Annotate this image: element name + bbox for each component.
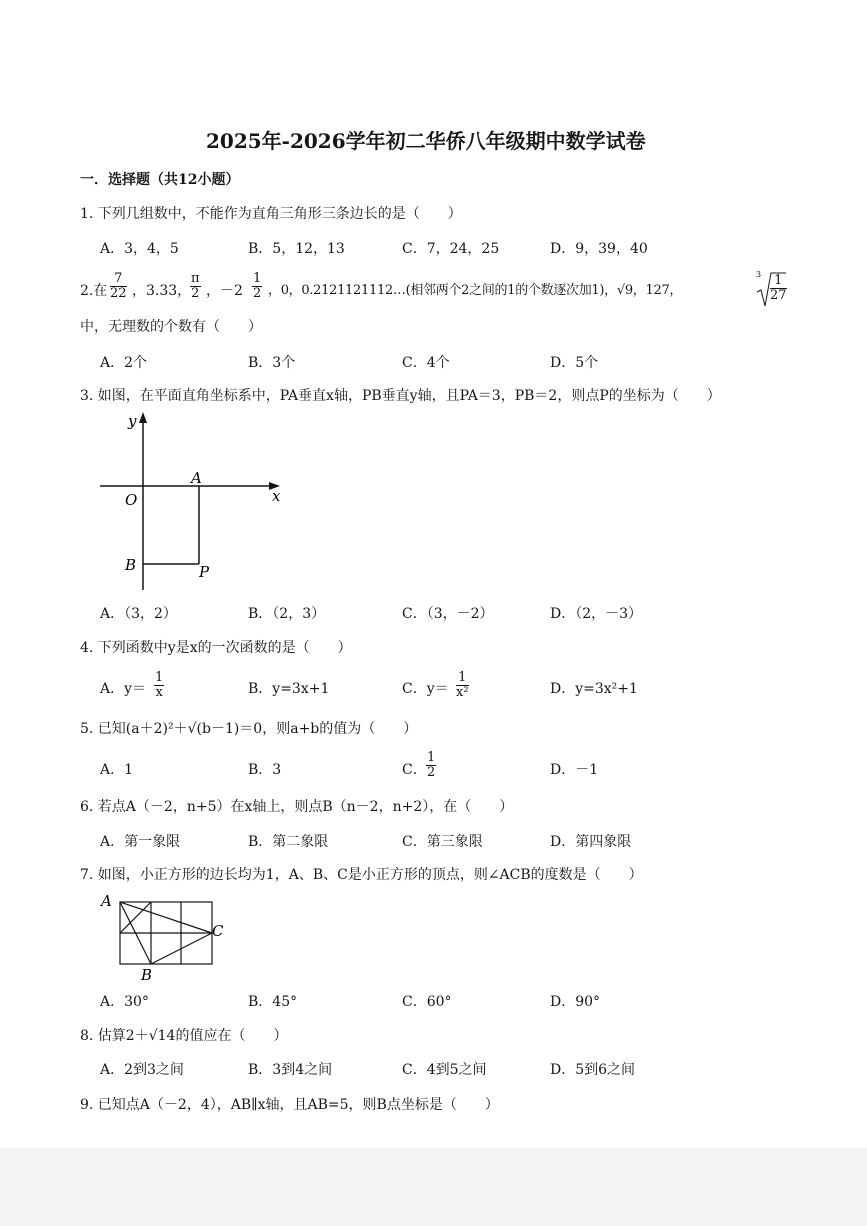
fraction-denominator: 22 (110, 286, 127, 301)
q4-option-a: A．y＝ (100, 681, 147, 697)
y-axis-arrow-icon (139, 412, 147, 423)
q8-option-d: D．5到6之间 (550, 1062, 636, 1078)
fraction-numerator: 1 (770, 274, 787, 289)
q2-option-c: C．4个 (402, 355, 450, 371)
label-p: P (199, 563, 210, 581)
q5-option-d: D．－1 (550, 762, 599, 778)
q1-option-a: A．3，4，5 (100, 241, 179, 257)
q1-option-b: B．5，12，13 (248, 241, 345, 257)
fraction-numerator: 1 (427, 750, 436, 765)
cube-root-index: 3 (756, 270, 762, 279)
q4-option-c: C．y＝ (402, 681, 449, 697)
question-2-part2: ，3.33， (132, 283, 192, 299)
fraction-pi-2 (190, 272, 201, 301)
label-y: y (128, 412, 137, 430)
grid-diagram (98, 892, 248, 982)
section-heading: 一．选择题（共12小题） (80, 172, 240, 188)
q2-option-d: D．5个 (550, 355, 599, 371)
q1-option-d: D．9，39，40 (550, 241, 648, 257)
q6-option-a: A．第一象限 (100, 834, 181, 850)
q2-option-b: B．3个 (248, 355, 296, 371)
exam-title: 2025年-2026学年初二华侨八年级期中数学试卷 (206, 129, 646, 153)
question-2-prefix: 2.在 (80, 283, 108, 299)
q8-option-b: B．3到4之间 (248, 1062, 333, 1078)
fraction-numerator: 1 (155, 670, 164, 685)
question-3-stem: 3. 如图，在平面直角坐标系中，PA垂直x轴，PB垂直y轴，且PA＝3，PB＝2，则点P的坐标为（ ） (80, 388, 721, 404)
q7-option-d: D．90° (550, 994, 601, 1010)
label-c: C (212, 922, 224, 940)
fraction-denominator: 2 (253, 286, 262, 301)
q2-option-a: A．2个 (100, 355, 148, 371)
fraction-denominator: x² (456, 685, 469, 700)
fraction-denominator: 2 (427, 765, 436, 780)
fraction-numerator: π (191, 271, 200, 286)
label-b: B (141, 966, 153, 982)
fraction-numerator: 1 (456, 671, 469, 686)
q7-option-c: C．60° (402, 994, 452, 1010)
question-9-stem: 9. 已知点A（－2，4），AB∥x轴，且AB=5，则B点坐标是（ ） (80, 1097, 499, 1113)
fraction-1-27 (770, 274, 787, 303)
q7-option-a: A．30° (100, 994, 149, 1010)
q3-option-a: A．（3，2） (100, 606, 177, 622)
q6-option-b: B．第二象限 (248, 834, 329, 850)
q3-option-c: C．（3，－2） (402, 606, 494, 622)
q4-option-d: D．y=3x²+1 (550, 681, 638, 697)
fraction-7-22 (110, 272, 127, 301)
q6-option-c: C．第三象限 (402, 834, 483, 850)
q8-option-a: A．2到3之间 (100, 1062, 184, 1078)
q5-option-a: A．1 (100, 762, 134, 778)
q6-option-d: D．第四象限 (550, 834, 632, 850)
question-1-stem: 1. 下列几组数中，不能作为直角三角形三条边长的是（ ） (80, 206, 462, 222)
q4-option-a-fraction (154, 671, 164, 700)
coordinate-diagram (95, 410, 295, 595)
q3-option-d: D．（2，－3） (550, 606, 643, 622)
label-x: x (272, 487, 281, 505)
label-a: A (191, 469, 202, 487)
label-o: O (125, 491, 138, 509)
q3-option-b: B．（2，3） (248, 606, 326, 622)
question-8-stem: 8. 估算2＋√14的值应在（ ） (80, 1028, 288, 1044)
q5-option-b: B．3 (248, 762, 282, 778)
fraction-denominator: x (155, 685, 163, 700)
question-7-stem: 7. 如图，小正方形的边长均为1，A、B、C是小正方形的顶点，则∠ACB的度数是（ ） (80, 867, 643, 883)
q8-option-c: C．4到5之间 (402, 1062, 487, 1078)
question-4-stem: 4. 下列函数中y是x的一次函数的是（ ） (80, 640, 352, 656)
fraction-denominator: 27 (770, 288, 787, 303)
fraction-numerator: 7 (110, 272, 127, 287)
q4-option-c-fraction (456, 671, 469, 700)
label-b: B (125, 556, 137, 574)
question-2-line2: 中，无理数的个数有（ ） (80, 319, 262, 335)
question-6-stem: 6. 若点A（－2，n+5）在x轴上，则点B（n－2，n+2），在（ ） (80, 799, 514, 815)
fraction-denominator: 2 (191, 286, 200, 301)
question-2-part4: ，0，0.2121121112…(相邻两个2之间的1的个数逐次加1)，√9，127， (268, 283, 683, 298)
q5-option-c-fraction (426, 751, 436, 780)
q1-option-c: C．7，24，25 (402, 241, 500, 257)
q7-option-b: B．45° (248, 994, 298, 1010)
q4-option-b: B．y=3x+1 (248, 681, 330, 697)
fraction-numerator: 1 (253, 271, 262, 286)
question-2-part3: ，－2 (206, 283, 243, 299)
label-a: A (101, 892, 112, 910)
q5-option-c: C． (402, 762, 427, 778)
question-5-stem: 5. 已知(a＋2)²＋√(b－1)＝0，则a+b的值为（ ） (80, 721, 418, 737)
fraction-1-2 (252, 272, 262, 301)
